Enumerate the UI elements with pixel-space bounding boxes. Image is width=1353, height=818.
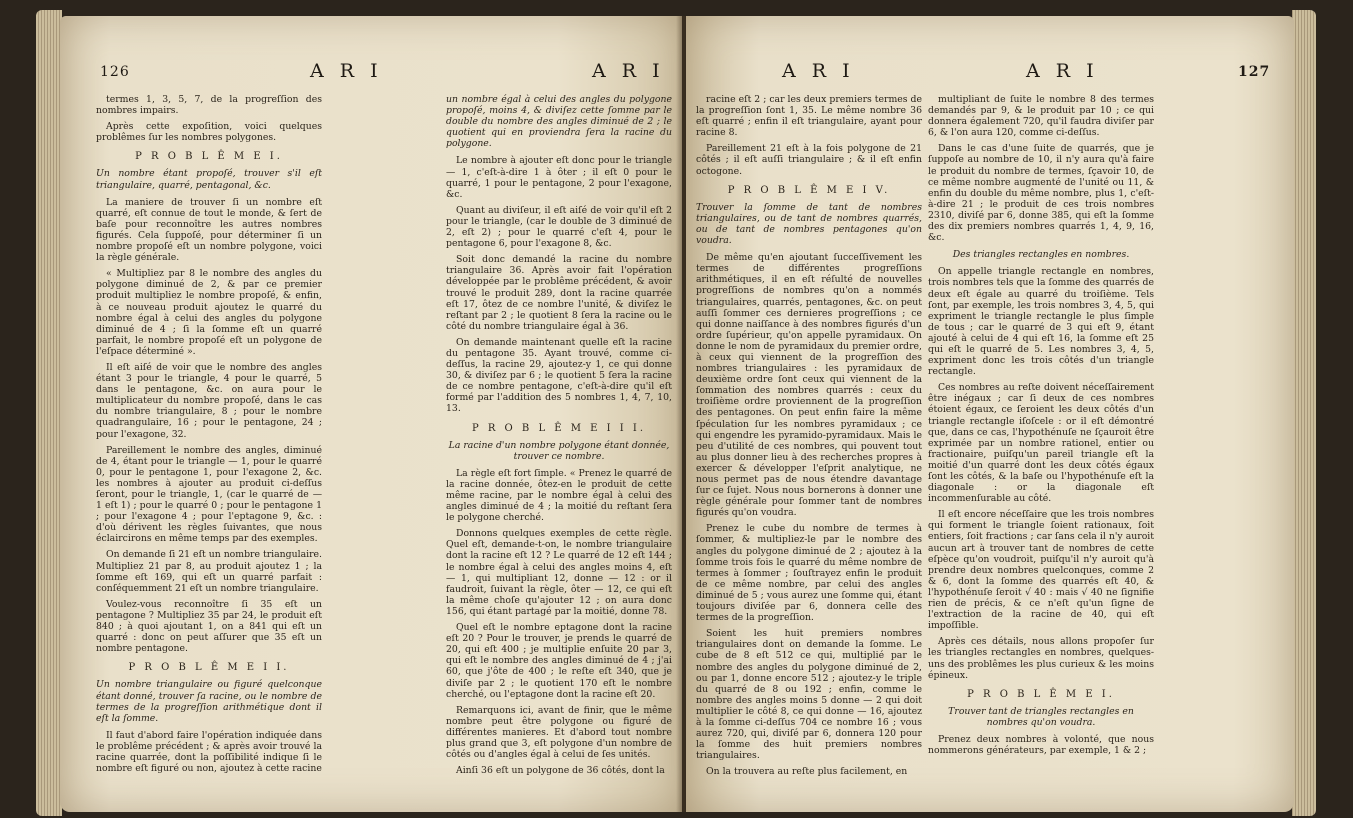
- problem-statement: Trouver la ſomme de tant de nombres triangulaires, ou de tant de nombres quarrés, ou de tant de nombres pentagones qu'on voudra.: [696, 201, 922, 247]
- left-page-edges: [36, 10, 62, 816]
- paragraph: Prenez deux nombres à volonté, que nous nommerons générateurs, par exemple, 1 & 2 ;: [928, 733, 1154, 757]
- problem-heading: P R O B L Ê M E I.: [135, 151, 283, 163]
- paragraph: Il eſt aiſé de voir que le nombre des angles étant 3 pour le triangle, 4 pour le quarré, 5 dans le pentagone, &c. on aura pour le multiplicateur du nombre propoſé, dans le cas du nombre triangulaire, 8 ; pour le nombre quadrangulaire, 16 ; pour le pentagone, 24 ; pour l'exagone, 32.: [96, 361, 322, 440]
- paragraph: Il eſt encore néceſſaire que les trois nombres qui forment le triangle ſoient rationaux, ſoit entiers, ſoit fractions ; car ſans cela il n'y auroit aucun art à trouver tant de nombres de cette eſpèce qu'on voudroit, puiſqu'il n'y auroit qu'à prendre deux nombres quelconques, comme 2 & 6, dont la ſomme des quarrés eſt 40, & l'hypothénuſe ſeroit √ 40 : mais √ 40 ne ſignifie rien de précis, & ce n'eſt qu'un ſigne de l'extraction de la racine de 40, qui eſt impoſſible.: [928, 509, 1154, 632]
- left-running-title-col2: A R I: [592, 60, 665, 82]
- problem-statement: un nombre égal à celui des angles du polygone propoſé, moins 4, & diviſez cette ſomme par le double du nombre des angles diminué de 2 ; le quotient qui en proviendra ſera la racine du polygone.: [446, 94, 672, 150]
- paragraph: Le nombre à ajouter eſt donc pour le triangle — 1, c'eſt-à-dire 1 à ôter ; il eſt 0 pour le quarré, 1 pour le pentagone, 2 pour l'exagone, &c.: [446, 155, 672, 200]
- right-page: [686, 16, 1294, 812]
- paragraph: La maniere de trouver ſi un nombre eſt quarré, eſt connue de tout le monde, & ſert de baſe pour reconnoître les autres nombres figurés. Cela ſuppoſé, pour déterminer ſi un nombre propoſé eſt un nombre polygone, voici la règle générale.: [96, 196, 322, 264]
- section-subtitle: Trouver tant de triangles rectangles en nombres qu'on voudra.: [948, 705, 1134, 728]
- paragraph: On demande ſi 21 eſt un nombre triangulaire. Multipliez 21 par 8, au produit ajoutez 1 ; la ſomme eſt 169, qui eſt un quarré parfait : conſéquemment 21 eſt un nombre triangulaire.: [96, 549, 322, 594]
- paragraph: « Multipliez par 8 le nombre des angles du polygone diminué de 2, & par ce premier produit multipliez le nombre propoſé, & enfin, à ce nouveau produit ajoutez le quarré du nombre égal à celui des angles du polygone diminué de 4 ; ſi la ſomme eſt un quarré parfait, le nombre propoſé eſt un polygone de l'eſpace déterminé ».: [96, 268, 322, 357]
- right-page-number: 127: [1238, 64, 1271, 80]
- paragraph: Soient les huit premiers nombres triangulaires dont on demande la ſomme. Le cube de 8 eſt 512 ce qui, multiplié par le nombre des angles du polygone diminué de 2, ou par 1, donne encore 512 ; ajoutez-y le triple du quarré de 8 ou 192 ; enfin, comme le nombre des angles moins 5 donne — 2 qui doit multiplier le côté 8, ce qui donne — 16, ajoutez à la ſomme ci-deſſus 704 ce nombre 16 ; vous aurez 720, qui, diviſé par 6, donnera 120 pour la ſomme des huit premiers nombres triangulaires.: [696, 628, 922, 762]
- paragraph: Dans le cas d'une ſuite de quarrés, que je ſuppoſe au nombre de 10, il n'y aura qu'à faire le produit du nombre de termes, ſçavoir 10, de ce même nombre augmenté de l'unité ou 11, & enfin du double du même nombre, plus 1, c'eſt-à-dire 21 ; le produit de ces trois nombres 2310, diviſé par 6, donne 385, qui eſt la ſomme des dix premiers nombres quarrés 1, 4, 9, 16, &c.: [928, 143, 1154, 244]
- paragraph: Ces nombres au reſte doivent néceſſairement être inégaux ; car ſi deux de ces nombres étoient égaux, ce ſeroient les deux côtés d'un triangle rectangle iſoſcele : or il eſt démontré que, dans ce cas, l'hypothénuſe ne ſçauroit être exprimée par un nombre rationel, entier ou fractionaire, puiſqu'un pareil triangle eſt la moitié d'un quarré dont les deux côtés égaux ſont les côtés, & la baſe ou l'hypothénuſe eſt la diagonale : or la diagonale eſt incommenſurable au côté.: [928, 382, 1154, 505]
- right-column-2: [928, 94, 1154, 804]
- paragraph: On demande maintenant quelle eſt la racine du pentagone 35. Ayant trouvé, comme ci-deſſus, la racine 29, ajoutez-y 1, ce qui donne 30, & diviſez par 6 ; le quotient 5 ſera la racine de ce nombre pentagone, c'eſt-à-dire qu'il eſt formé par l'addition des 5 nombres 1, 4, 7, 10, 13.: [446, 336, 672, 415]
- paragraph: termes 1, 3, 5, 7, de la progreſſion des nombres impairs.: [96, 94, 322, 117]
- left-column-1: [96, 94, 322, 804]
- paragraph: On la trouvera au reſte plus facilement, en: [706, 766, 908, 778]
- paragraph: Il faut d'abord faire l'opération indiquée dans le problême précédent ; & après avoir trouvé la racine quarrée, dont la poſſibilité indique ſi le nombre eſt figuré ou non, ajoutez à cette racine: [96, 729, 322, 775]
- paragraph: Pareillement le nombre des angles, diminué de 4, étant pour le triangle — 1, pour le quarré 0, pour le pentagone 1, pour l'exagone 2, &c. les nombres à ajouter au produit ci-deſſus ſeront, pour le triangle, 1, (car le quarré de — 1 eſt 1) ; pour le quarré 0 ; pour le pentagone 1 ; pour l'exagone 4 ; pour l'eptagone 9, &c. : d'où dérivent les règles ſuivantes, que nous éclaircirons en même temps par des exemples.: [96, 444, 322, 545]
- paragraph: Ainſi 36 eſt un polygone de 36 côtés, dont la: [456, 765, 665, 777]
- paragraph: Remarquons ici, avant de finir, que le même nombre peut être polygone ou figuré de différentes manieres. Et d'abord tout nombre plus grand que 3, eſt polygone d'un nombre de côtés ou d'angles égal à celui de ſes unités.: [446, 704, 672, 761]
- left-column-2: [446, 94, 672, 804]
- paragraph: multipliant de ſuite le nombre 8 des termes demandés par 9, & le produit par 10 ; ce qui donnera également 720, qu'il faudra diviſer par 6, & l'on aura 120, comme ci-deſſus.: [928, 94, 1154, 139]
- right-running-title-col2: A R I: [1026, 60, 1099, 82]
- paragraph: On appelle triangle rectangle en nombres, trois nombres tels que la ſomme des quarrés de deux eſt égale au quarré du troiſième. Tels ſont, par exemple, les trois nombres 3, 4, 5, qui expriment le triangle rectangle le plus ſimple de tous ; car le quarré de 3 qui eſt 9, étant ajouté à celui de 4 qui eſt 16, la ſomme eſt 25 qui eſt le quarré de 5. Les nombres 3, 4, 5, expriment donc les trois côtés d'un triangle rectangle.: [928, 266, 1154, 378]
- right-column-1: [696, 94, 922, 804]
- left-running-title: A R I: [310, 60, 383, 82]
- left-page-number: 126: [100, 64, 130, 80]
- paragraph: Après ces détails, nous allons propoſer ſur les triangles rectangles en nombres, quelques-uns des problêmes les plus curieux & les moins épineux.: [928, 636, 1154, 681]
- problem-heading: P R O B L Ê M E I V.: [727, 184, 891, 196]
- paragraph: Soit donc demandé la racine du nombre triangulaire 36. Après avoir fait l'opération développée par le problême précédent, & avoir trouvé le produit 289, dont la racine quarrée eſt 17, ôtez de ce nombre l'unité, & diviſez le reſtant par 2 ; le quotient 8 ſera la racine ou le côté du nombre triangulaire égal à 36.: [446, 254, 672, 332]
- paragraph: Après cette expoſition, voici quelques problêmes ſur les nombres polygones.: [96, 121, 322, 144]
- problem-heading: P R O B L Ê M E I I I.: [471, 422, 647, 434]
- left-page: [60, 16, 682, 812]
- paragraph: De même qu'en ajoutant ſucceſſivement les termes de différentes progreſſions arithmétiques, il en eſt réſulté de nouvelles progreſſions de nombres qu'on a nommés triangulaires, quarrés, pentagones, &c. on peut auſſi ſommer ces dernieres progreſſions ; ce qui donne naiſſance à des nombres figurés d'un ordre ſupérieur, qu'on appelle pyramidaux. On donne le nom de pyramidaux du premier ordre, à ceux qui viennent de la progreſſion des nombres triangulaires : les pyramidaux de deuxième ordre ſont ceux qui viennent de la ſommation des nombres quarrés : ceux du troiſième ordre proviennent de la progreſſion des pentagones. On peut enfin faire la même ſpéculation ſur les nombres pyramidaux ; ce qui engendre les pyramido-pyramidaux. Mais le peu d'utilité de ces nombres, qui pouvent tout au plus donner lieu à des recherches propres à exercer & développer l'eſprit analytique, ne nous permet pas de nous étendre davantage ſur ce ſujet. Nous nous bornerons à donner une règle générale pour ſommer tant de nombres figurés qu'on voudra.: [696, 252, 922, 519]
- paragraph: Prenez le cube du nombre de termes à ſommer, & multipliez-le par le nombre des angles du polygone diminué de 2 ; ajoutez à la ſomme trois fois le quarré du même nombre de termes à ſommer ; ſouſtrayez enfin le produit de ce même nombre, par celui des angles diminué de 5 ; vous aurez une ſomme qui, étant toujours diviſée par 6, donnera celle des termes de la progreſſion.: [696, 523, 922, 624]
- paragraph: Quant au diviſeur, il eſt aiſé de voir qu'il eſt 2 pour le triangle, (car le double de 3 diminué de 2, eſt 2) ; pour le quarré c'eſt 4, pour le pentagone 6, pour l'exagone 8, &c.: [446, 204, 672, 250]
- paragraph: Quel eſt le nombre eptagone dont la racine eſt 20 ? Pour le trouver, je prends le quarré de 20, qui eſt 400 ; je multiplie enſuite 20 par 3, qui eſt le nombre des angles diminué de 4 ; j'ai 60, que j'ôte de 400 ; le reſte eſt 340, que je diviſe par 2 ; le quotient 170 eſt le nombre cherché, ou l'eptagone dont la racine eſt 20.: [446, 622, 672, 700]
- problem-statement: Un nombre triangulaire ou figuré quelconque étant donné, trouver ſa racine, ou le nombre de termes de la progreſſion arithmétique dont il eſt la ſomme.: [96, 679, 322, 724]
- paragraph: Pareillement 21 eſt à la fois polygone de 21 côtés ; il eſt auſſi triangulaire ; & il eſt enfin octogone.: [696, 143, 922, 177]
- problem-statement: Un nombre étant propoſé, trouver s'il eſt triangulaire, quarré, pentagonal, &c.: [96, 168, 322, 191]
- paragraph: Voulez-vous reconnoître ſi 35 eſt un pentagone ? Multipliez 35 par 24, le produit eſt 840 ; à quoi ajoutant 1, on a 841 qui eſt un quarré : donc on peut aſſurer que 35 eſt un nombre pentagone.: [96, 598, 322, 655]
- paragraph: La règle eſt fort ſimple. « Prenez le quarré de la racine donnée, ôtez-en le produit de cette même racine, par le nombre égal à celui des angles diminué de 4 ; la moitié du reſtant ſera le polygone cherché.: [446, 467, 672, 524]
- right-running-title: A R I: [782, 60, 855, 82]
- right-page-edges: [1292, 10, 1316, 816]
- problem-heading: P R O B L Ê M E I I.: [128, 662, 290, 674]
- paragraph: racine eſt 2 ; car les deux premiers termes de la progreſſion ſont 1, 35. Le même nombre 36 eſt quarré ; enfin il eſt triangulaire, ayant pour racine 8.: [696, 94, 922, 139]
- section-subtitle: Des triangles rectangles en nombres.: [952, 249, 1130, 261]
- section-subtitle: La racine d'un nombre polygone étant donnée, trouver ce nombre.: [448, 439, 670, 462]
- problem-heading: P R O B L Ê M E I.: [967, 688, 1115, 700]
- paragraph: Donnons quelques exemples de cette règle. Quel eſt, demande-t-on, le nombre triangulaire dont la racine eſt 12 ? Le quarré de 12 eſt 144 ; le nombre égal à celui des angles moins 4, eſt — 1, qui multipliant 12, donne — 12 : or il faudroit, ſuivant la règle, ôter — 12, ce qui eſt la même choſe qu'ajouter 12 ; on aura donc 156, qui étant partagé par la moitié, donne 78.: [446, 528, 672, 617]
